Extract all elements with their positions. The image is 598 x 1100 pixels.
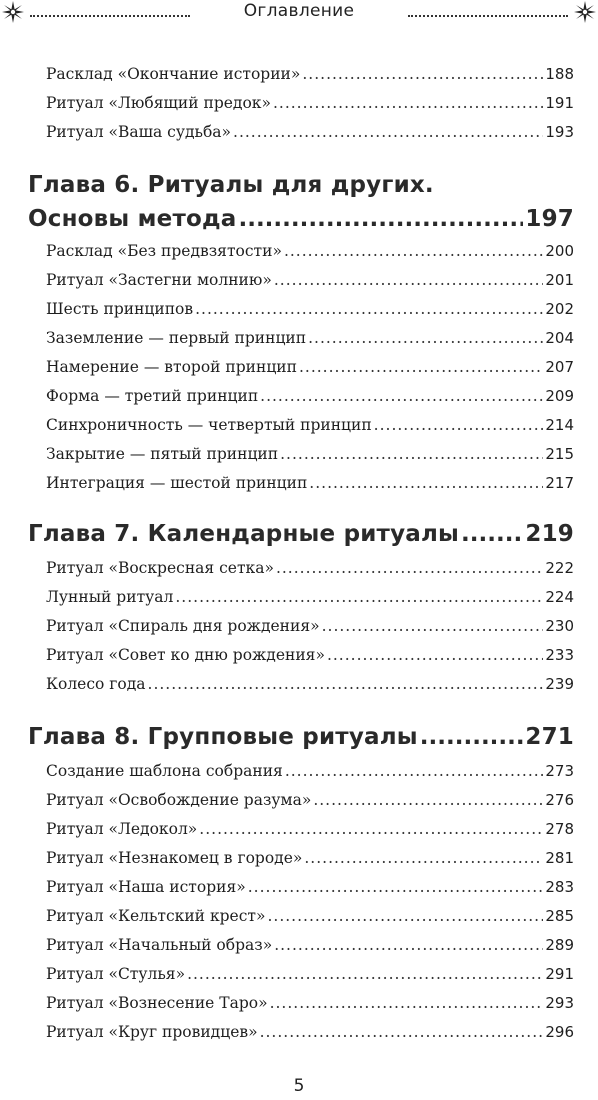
chapter-title: Глава 7. Календарные ритуалы	[28, 521, 460, 547]
dot-leader	[274, 936, 543, 954]
toc-entry-page: 230	[545, 617, 574, 635]
toc-entry-page: 276	[545, 791, 574, 809]
toc-entry-label: Закрытие — пятый принцип	[46, 445, 279, 463]
toc-entry[interactable]	[46, 242, 574, 268]
toc-entry[interactable]	[46, 416, 574, 442]
dot-leader	[175, 588, 543, 606]
dot-leader	[461, 521, 523, 547]
toc-entry-page: 202	[545, 300, 574, 318]
toc-entry-page: 293	[545, 994, 574, 1012]
toc-entry-page: 201	[545, 271, 574, 289]
toc-entry[interactable]	[46, 271, 574, 297]
dot-leader	[260, 387, 543, 405]
toc-entry[interactable]	[46, 936, 574, 962]
toc-entry-page: 204	[545, 329, 574, 347]
dot-leader	[313, 791, 543, 809]
dot-leader	[299, 358, 543, 376]
toc-entry[interactable]	[46, 965, 574, 991]
dot-leader	[270, 994, 544, 1012]
toc-entry-page: 273	[545, 762, 574, 780]
dot-leader	[304, 849, 543, 867]
toc-entry-label: Ритуал «Совет ко дню рождения»	[46, 646, 325, 664]
toc-entry[interactable]	[46, 762, 574, 788]
chapter-title: Глава 8. Групповые ритуалы	[28, 724, 418, 750]
toc-entry-label: Ритуал «Вознесение Таро»	[46, 994, 268, 1012]
toc-entry[interactable]	[46, 588, 574, 614]
dot-leader	[280, 445, 543, 463]
header-title: Оглавление	[243, 1, 355, 21]
toc-entry-page: 193	[545, 123, 574, 141]
toc-entry[interactable]	[46, 94, 574, 120]
chapter-title-line1: Глава 6. Ритуалы для других.	[28, 172, 434, 198]
toc-entry[interactable]	[46, 820, 574, 846]
toc-entry-label: Ритуал «Воскресная сетка»	[46, 559, 274, 577]
toc-entry-label: Лунный ритуал	[46, 588, 174, 606]
toc-entry-label: Интеграция — шестой принцип	[46, 474, 308, 492]
toc-entry-label: Ритуал «Наша история»	[46, 878, 246, 896]
toc-entry-page: 224	[545, 588, 574, 606]
header-dotted-rule-right	[408, 15, 568, 17]
toc-entry-page: 217	[545, 474, 574, 492]
dot-leader	[195, 300, 543, 318]
dot-leader	[187, 965, 543, 983]
dot-leader	[420, 724, 524, 750]
dot-leader	[302, 65, 543, 83]
toc-entry-label: Расклад «Окончание истории»	[46, 65, 301, 83]
toc-entry-label: Ритуал «Спираль дня рождения»	[46, 617, 320, 635]
toc-entry[interactable]	[46, 994, 574, 1020]
star-ornament-icon	[574, 1, 596, 23]
toc-entry-label: Ритуал «Кельтский крест»	[46, 907, 266, 925]
toc-entry-label: Ритуал «Начальный образ»	[46, 936, 273, 954]
toc-entry-label: Синхроничность — четвертый принцип	[46, 416, 372, 434]
dot-leader	[273, 94, 543, 112]
dot-leader	[276, 559, 543, 577]
toc-entry-page: 233	[545, 646, 574, 664]
toc-entry[interactable]	[46, 617, 574, 643]
dot-leader	[285, 762, 544, 780]
toc-entry[interactable]	[46, 907, 574, 933]
chapter-page: 197	[525, 206, 574, 232]
chapter-heading[interactable]	[28, 521, 574, 555]
dot-leader	[148, 675, 544, 693]
toc-entry[interactable]	[46, 474, 574, 500]
dot-leader	[248, 878, 544, 896]
toc-entry-label: Ритуал «Ледокол»	[46, 820, 198, 838]
toc-entry[interactable]	[46, 559, 574, 585]
dot-leader	[199, 820, 543, 838]
toc-entry-label: Ритуал «Освобождение разума»	[46, 791, 312, 809]
toc-entry[interactable]	[46, 300, 574, 326]
dot-leader	[374, 416, 544, 434]
toc-entry-page: 291	[545, 965, 574, 983]
dot-leader	[322, 617, 544, 635]
chapter-page: 219	[525, 521, 574, 547]
page-number: 5	[293, 1076, 305, 1096]
toc-entry-page: 296	[545, 1023, 574, 1041]
toc-entry-label: Ритуал «Круг провидцев»	[46, 1023, 258, 1041]
toc-entry[interactable]	[46, 646, 574, 672]
toc-entry[interactable]	[46, 65, 574, 91]
chapter-heading[interactable]	[28, 724, 574, 758]
dot-leader	[284, 242, 543, 260]
toc-entry[interactable]	[46, 1023, 574, 1049]
chapter-heading[interactable]	[28, 172, 574, 240]
toc-entry[interactable]	[46, 849, 574, 875]
toc-entry-page: 289	[545, 936, 574, 954]
toc-entry-label: Ритуал «Любящий предок»	[46, 94, 271, 112]
toc-entry[interactable]	[46, 791, 574, 817]
dot-leader	[327, 646, 543, 664]
toc-entry[interactable]	[46, 123, 574, 149]
toc-entry-page: 209	[545, 387, 574, 405]
toc-entry[interactable]	[46, 445, 574, 471]
toc-entry-page: 188	[545, 65, 574, 83]
toc-entry-label: Ритуал «Ваша судьба»	[46, 123, 232, 141]
toc-entry-label: Ритуал «Застегни молнию»	[46, 271, 272, 289]
toc-entry[interactable]	[46, 358, 574, 384]
chapter-title-line2: Основы метода	[28, 206, 237, 232]
toc-entry-page: 285	[545, 907, 574, 925]
dot-leader	[233, 123, 543, 141]
toc-entry-label: Форма — третий принцип	[46, 387, 259, 405]
dot-leader	[309, 474, 543, 492]
toc-entry-label: Расклад «Без предвзятости»	[46, 242, 282, 260]
toc-entry-label: Ритуал «Стулья»	[46, 965, 186, 983]
dot-leader	[308, 329, 543, 347]
toc-entry-page: 214	[545, 416, 574, 434]
toc-entry-label: Намерение — второй принцип	[46, 358, 297, 376]
toc-entry-page: 283	[545, 878, 574, 896]
toc-entry-page: 200	[545, 242, 574, 260]
toc-entry-page: 215	[545, 445, 574, 463]
toc-entry-page: 278	[545, 820, 574, 838]
toc-entry-page: 239	[545, 675, 574, 693]
dot-leader	[238, 206, 523, 232]
toc-entry[interactable]	[46, 878, 574, 904]
toc-entry-label: Создание шаблона собрания	[46, 762, 283, 780]
toc-entry-label: Ритуал «Незнакомец в городе»	[46, 849, 303, 867]
dot-leader	[260, 1023, 544, 1041]
toc-entry-page: 222	[545, 559, 574, 577]
toc-entry[interactable]	[46, 387, 574, 413]
toc-entry-page: 191	[545, 94, 574, 112]
toc-entry-label: Колесо года	[46, 675, 146, 693]
toc-entry-page: 281	[545, 849, 574, 867]
running-header	[0, 0, 598, 30]
toc-entry[interactable]	[46, 675, 574, 701]
dot-leader	[267, 907, 543, 925]
dot-leader	[274, 271, 543, 289]
toc-entry-label: Шесть принципов	[46, 300, 194, 318]
toc-entry[interactable]	[46, 329, 574, 355]
toc-entry-page: 207	[545, 358, 574, 376]
chapter-page: 271	[525, 724, 574, 750]
toc-entry-label: Заземление — первый принцип	[46, 329, 307, 347]
